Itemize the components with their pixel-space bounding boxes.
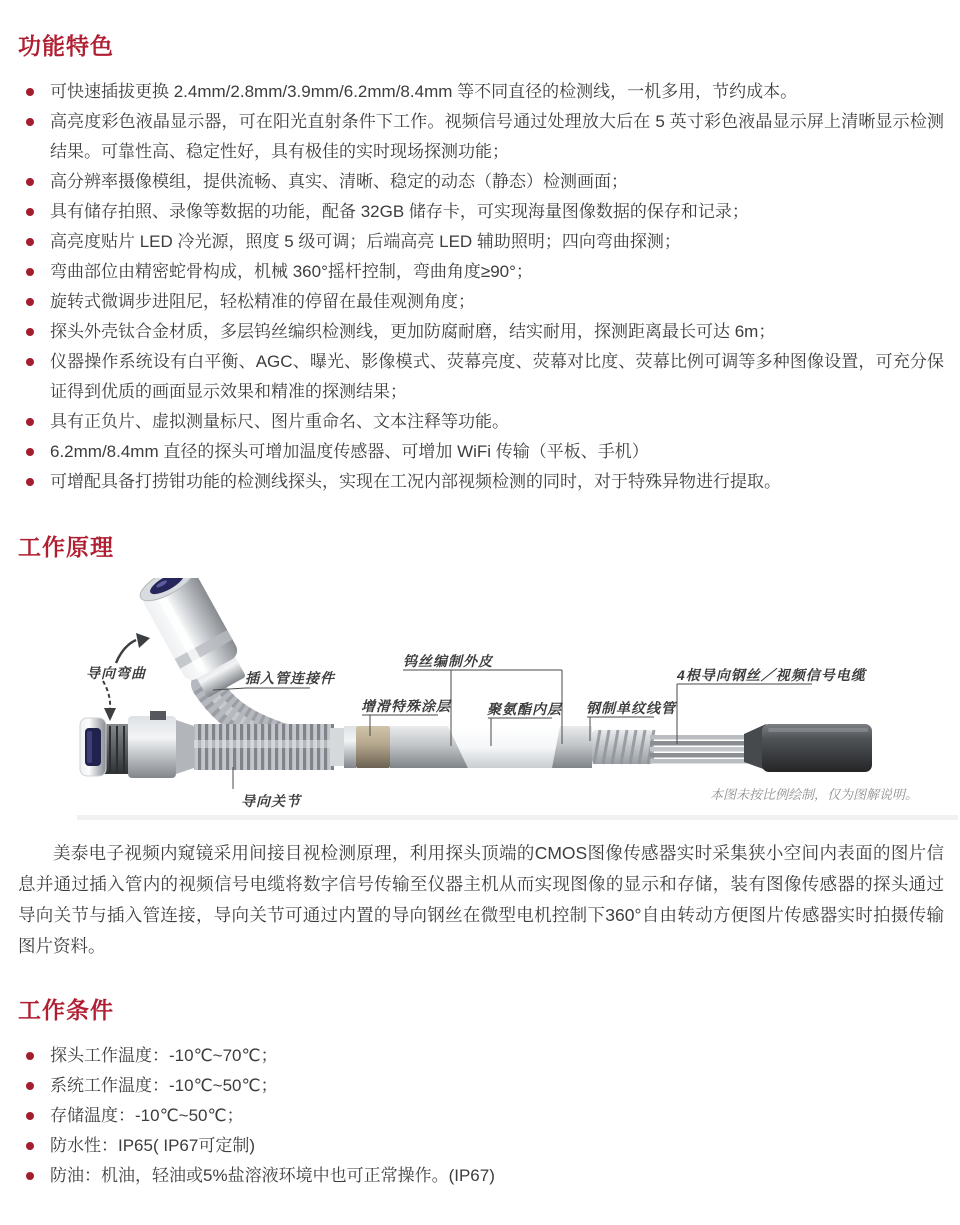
feature-item [18,437,944,467]
diagram-baseline [77,815,958,820]
bullet-dot [26,298,34,306]
feature-item [18,317,944,347]
condition-text: 探头工作温度：-10℃~70℃； [50,1046,278,1065]
condition-item [18,1041,944,1071]
bullet-dot [26,1172,34,1180]
probe-tip [80,711,194,778]
label-steel-tube: 钢制单纹线管 [586,700,676,716]
bullet-dot [26,1082,34,1090]
label-tube-connector: 插入管连接件 [245,670,335,686]
conditions-title: 工作条件 [18,997,114,1023]
outer-cable [762,724,872,772]
feature-item [18,167,944,197]
feature-item [18,287,944,317]
condition-text: 系统工作温度：-10℃~50℃； [50,1076,278,1095]
condition-item [18,1161,944,1191]
condition-text: 存储温度：-10℃~50℃； [50,1106,244,1125]
bullet-dot [26,358,34,366]
feature-item [18,467,944,497]
features-list [18,77,944,497]
feature-item [18,197,944,227]
feature-item [18,407,944,437]
bullet-dot [26,88,34,96]
condition-item [18,1131,944,1161]
label-tungsten-skin: 钨丝编制外皮 [403,653,493,669]
bullet-dot [26,118,34,126]
guide-wires [650,735,748,764]
bullet-dot [26,448,34,456]
label-pu-inner: 聚氨酯内层 [487,701,562,717]
section-features [18,0,944,497]
section-principle [18,529,944,962]
feature-text: 具有正负片、虚拟测量标尺、图片重命名、文本注释等功能。 [50,412,509,431]
ferrule [330,728,344,766]
feature-item [18,107,944,167]
corrugated-tube [194,724,334,770]
feature-text: 旋转式微调步进阻尼，轻松精准的停留在最佳观测角度； [50,292,475,311]
label-slip-coating: 增滑特殊涂层 [361,698,451,714]
feature-item [18,227,944,257]
features-title: 功能特色 [18,33,114,59]
label-guide-joint: 导向关节 [241,793,301,809]
principle-title: 工作原理 [18,534,114,560]
condition-item [18,1101,944,1131]
label-guide-wires: 4根导向钢丝／视频信号电缆 [677,667,866,683]
feature-item [18,257,944,287]
bullet-dot [26,1142,34,1150]
feature-text: 6.2mm/8.4mm 直径的探头可增加温度传感器、可增加 WiFi 传输（平板、手机） [50,442,649,461]
feature-text: 高亮度贴片 LED 冷光源，照度 5 级可调；后端高亮 LED 辅助照明；四向弯曲探测； [50,232,681,251]
bullet-dot [26,208,34,216]
bullet-dot [26,1112,34,1120]
bullet-dot [26,238,34,246]
bullet-dot [26,1052,34,1060]
section-conditions [18,992,944,1191]
principle-diagram [0,578,960,828]
label-guide-bend: 导向弯曲 [86,665,146,681]
feature-item [18,77,944,107]
feature-text: 弯曲部位由精密蛇骨构成，机械 360°摇杆控制，弯曲角度≥90°； [50,262,533,281]
conditions-list [18,1041,944,1191]
bullet-dot [26,418,34,426]
steel-spiral-tube [592,730,654,764]
bullet-dot [26,268,34,276]
feature-text: 仪器操作系统设有白平衡、AGC、曝光、影像模式、荧幕亮度、荧幕对比度、荧幕比例可调等多种图像设置，可充分保证得到优质的画面显示效果和精准的探测结果； [50,352,944,401]
bullet-dot [26,328,34,336]
feature-item [18,347,944,407]
slip-coating-ring [356,726,390,768]
condition-text: 防水性：IP65( IP67可定制) [50,1136,255,1155]
bullet-dot [26,178,34,186]
feature-text: 可增配具备打捞钳功能的检测线探头，实现在工况内部视频检测的同时，对于特殊异物进行提取。 [50,472,781,491]
feature-text: 高亮度彩色液晶显示器，可在阳光直射条件下工作。视频信号通过处理放大后在 5 英寸彩色液晶显示屏上清晰显示检测结果。可靠性高、稳定性好，具有极佳的实时现场探测功能； [50,112,944,161]
bullet-dot [26,478,34,486]
feature-text: 可快速插拔更换 2.4mm/2.8mm/3.9mm/6.2mm/8.4mm 等不同直径的检测线，一机多用，节约成本。 [50,82,798,101]
condition-item [18,1071,944,1101]
feature-text: 高分辨率摄像模组，提供流畅、真实、清晰、稳定的动态（静态）检测画面； [50,172,628,191]
feature-text: 具有储存拍照、录像等数据的功能，配备 32GB 储存卡，可实现海量图像数据的保存和记录； [50,202,749,221]
tungsten-skin-segment [390,726,448,768]
feature-text: 探头外壳钛合金材质，多层钨丝编织检测线，更加防腐耐磨，结实耐用，探测距离最长可达 6m； [50,322,776,341]
cable-cutaway [330,724,872,772]
condition-text: 防油：机油，轻油或5%盐溶液环境中也可正常操作。(IP67) [50,1166,495,1185]
principle-paragraph: 美泰电子视频内窥镜采用间接目视检测原理，利用探头顶端的CMOS图像传感器实时采集狭小空间内表面的图片信息并通过插入管内的视频信号电缆将数字信号传输至仪器主机从而实现图像的显示和存储，装有图像传感器的探头通过导向关节与插入管连接，导向关节可通过内置的导向钢丝在微型电机控制下360°自由转动方便图片传感器实时拍摄传输图片资料。 [18,843,944,956]
diagram-note: 本图未按比例绘制，仅为图解说明。 [710,787,919,802]
